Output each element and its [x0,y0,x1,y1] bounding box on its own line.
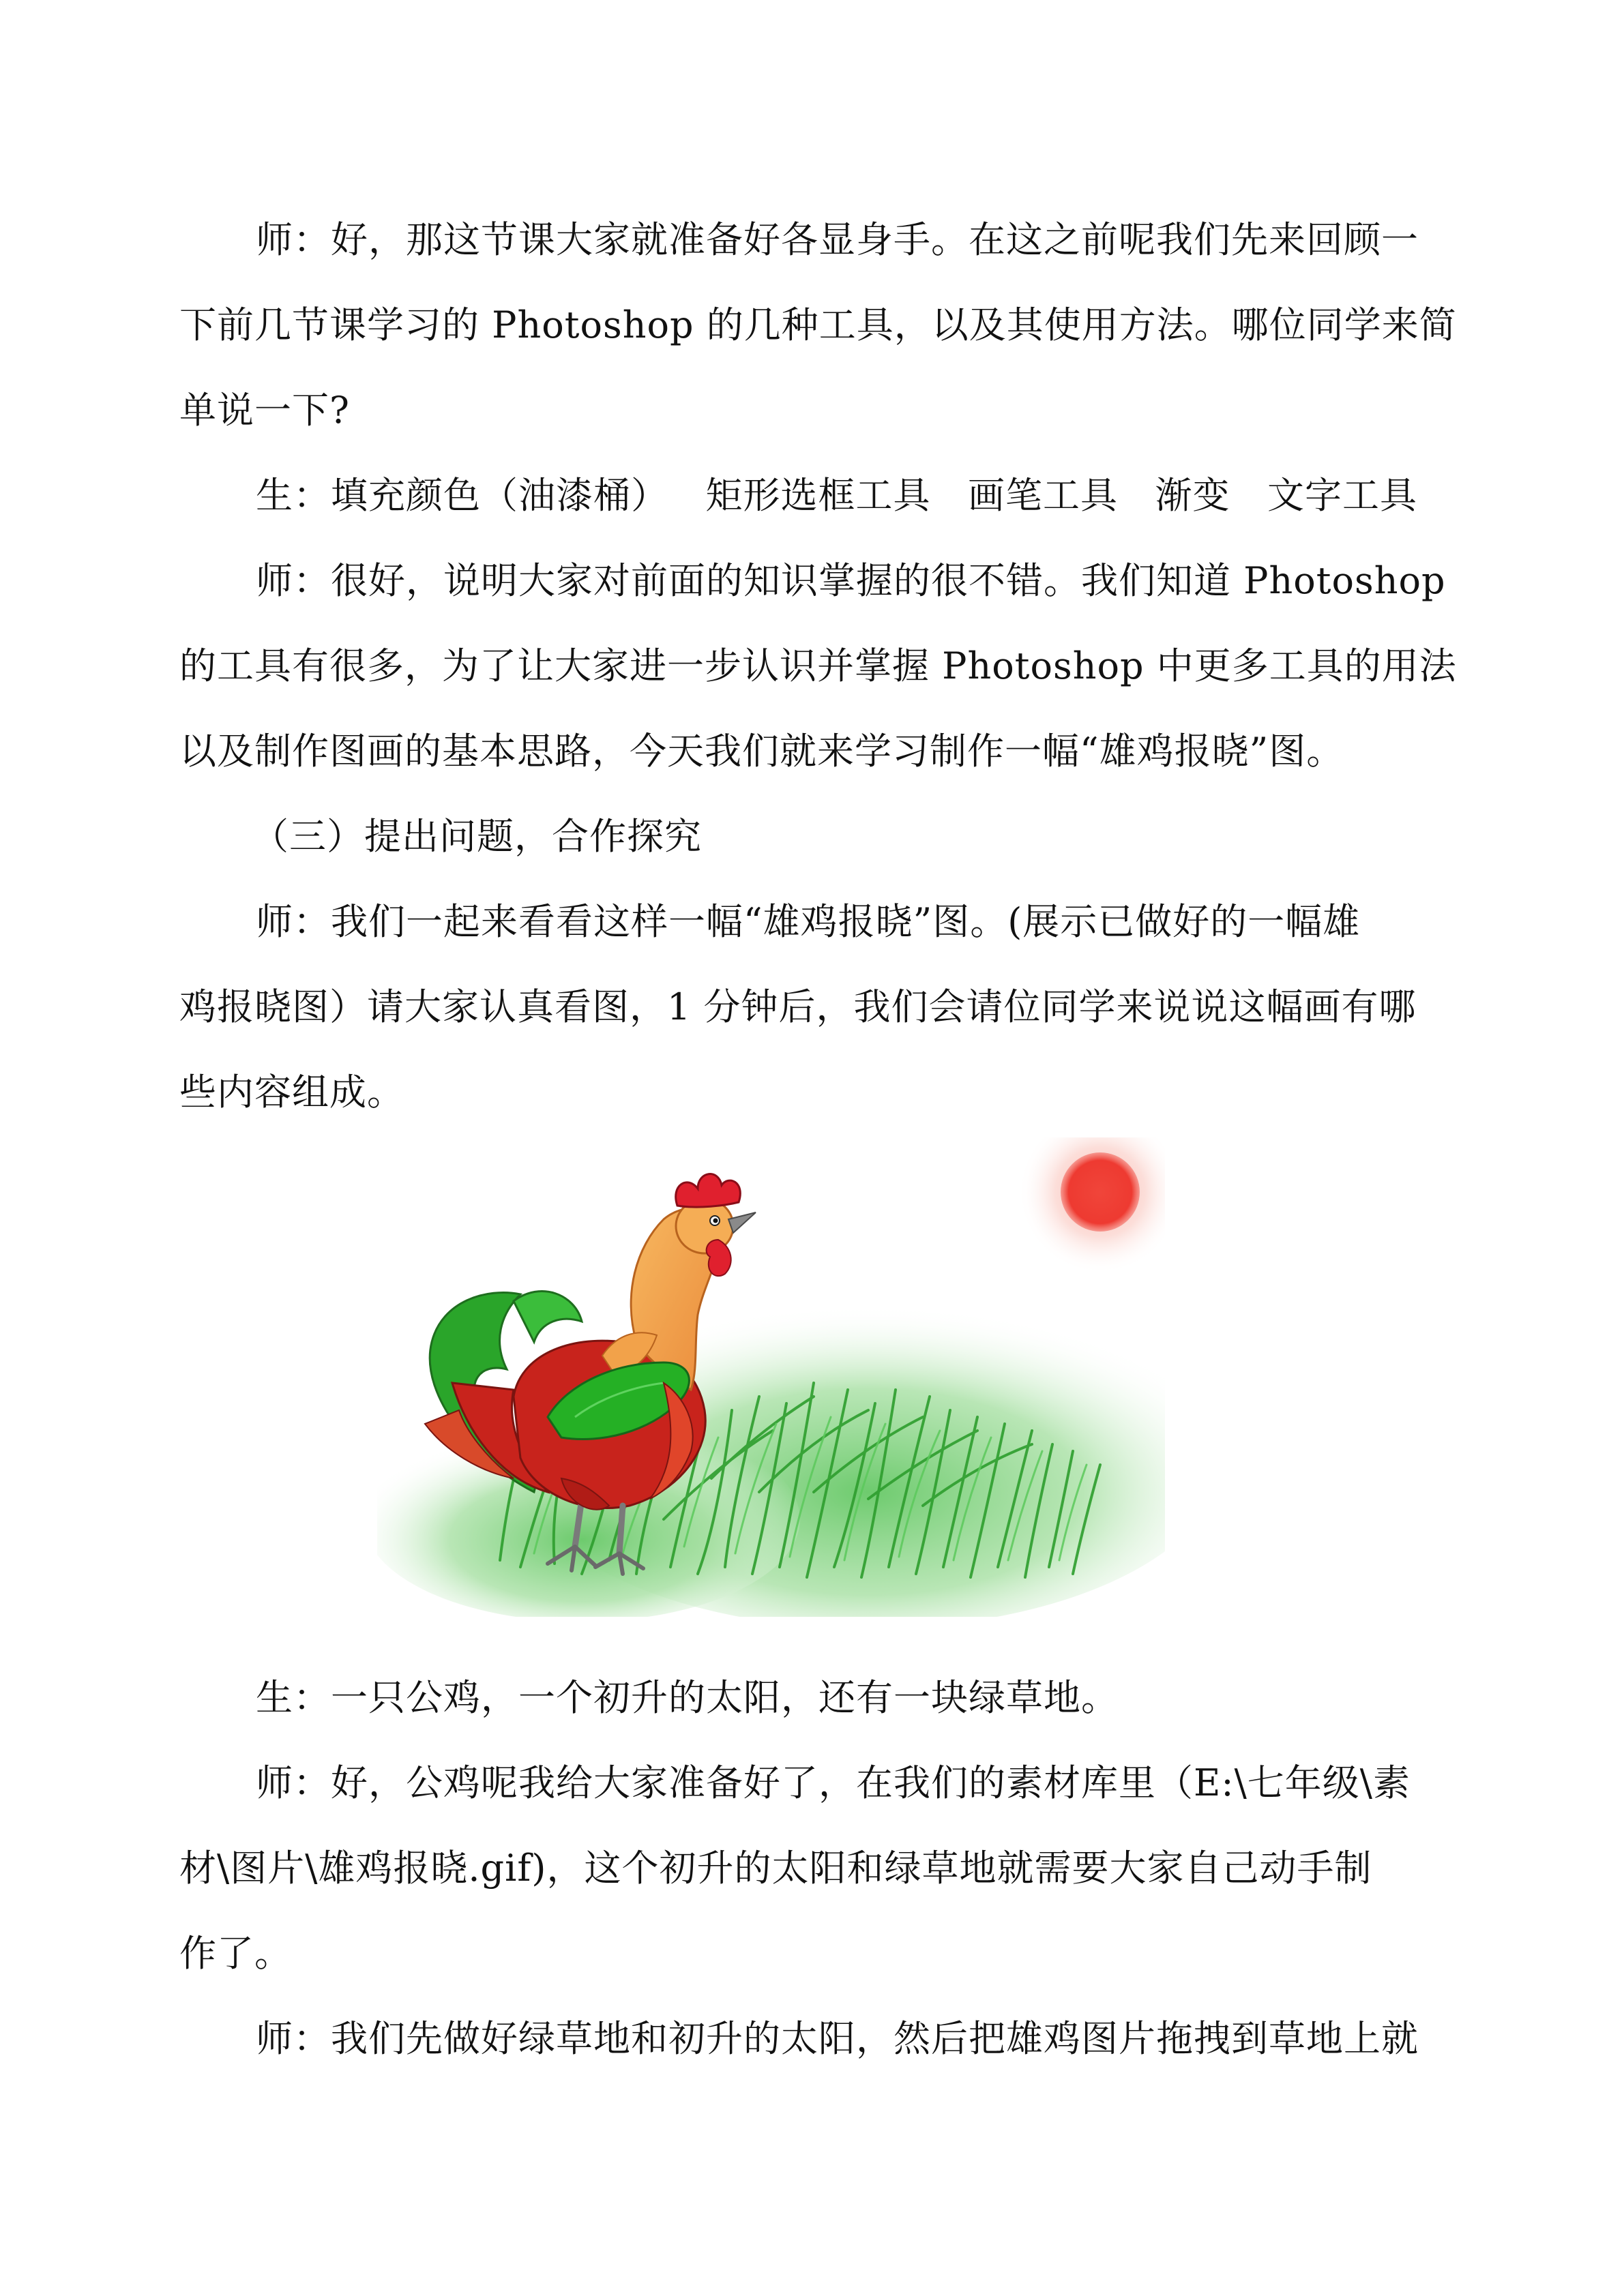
rooster-sunrise-illustration [377,1137,1165,1617]
text-line: 的工具有很多，为了让大家进一步认识并掌握 Photoshop 中更多工具的用法 [179,644,1457,687]
text-line: 师：很好，说明大家对前面的知识掌握的很不错。我们知道 Photoshop [256,559,1446,602]
text-line: 单说一下? [179,389,350,432]
paragraph-student-tools [179,453,1448,538]
rooster-sunrise-svg [377,1137,1165,1617]
text-line: 师：好，那这节课大家就准备好各显身手。在这之前呢我们先来回顾一 [256,218,1419,261]
text-line: 以及制作图画的基本思路，今天我们就来学习制作一幅“雄鸡报晓”图。 [179,730,1344,773]
text-line: 生：一只公鸡，一个初升的太阳，还有一块绿草地。 [256,1676,1119,1719]
text-line: 鸡报晓图）请大家认真看图，1 分钟后，我们会请位同学来说说这幅画有哪 [179,985,1417,1028]
paragraph-teacher-materials [179,1740,1448,1996]
section-heading-text: （三）提出问题，合作探究 [252,815,702,858]
text-line: 些内容组成。 [179,1071,404,1114]
text-line: 师：好，公鸡呢我给大家准备好了，在我们的素材库里（E:\七年级\素 [256,1761,1411,1804]
paragraph-teacher-review [179,197,1457,453]
text-line: 作了。 [179,1932,292,1975]
paragraph-teacher-steps [179,1996,1448,2081]
paragraph-teacher-show-image [179,879,1448,1135]
text-line: 生：填充颜色（油漆桶） 矩形选框工具 画笔工具 渐变 文字工具 [256,474,1417,517]
text-line: 师：我们一起来看看这样一幅“雄鸡报晓”图。(展示已做好的一幅雄 [256,900,1361,943]
text-line: 下前几节课学习的 Photoshop 的几种工具，以及其使用方法。哪位同学来简 [179,303,1457,346]
section-heading [179,794,1448,879]
text-line: 师：我们先做好绿草地和初升的太阳，然后把雄鸡图片拖拽到草地上就 [256,2017,1419,2060]
paragraph-teacher-intro [179,538,1457,794]
text-line: 材\图片\雄鸡报晓.gif)，这个初升的太阳和绿草地就需要大家自己动手制 [179,1847,1372,1890]
paragraph-student-answer [179,1655,1448,1740]
